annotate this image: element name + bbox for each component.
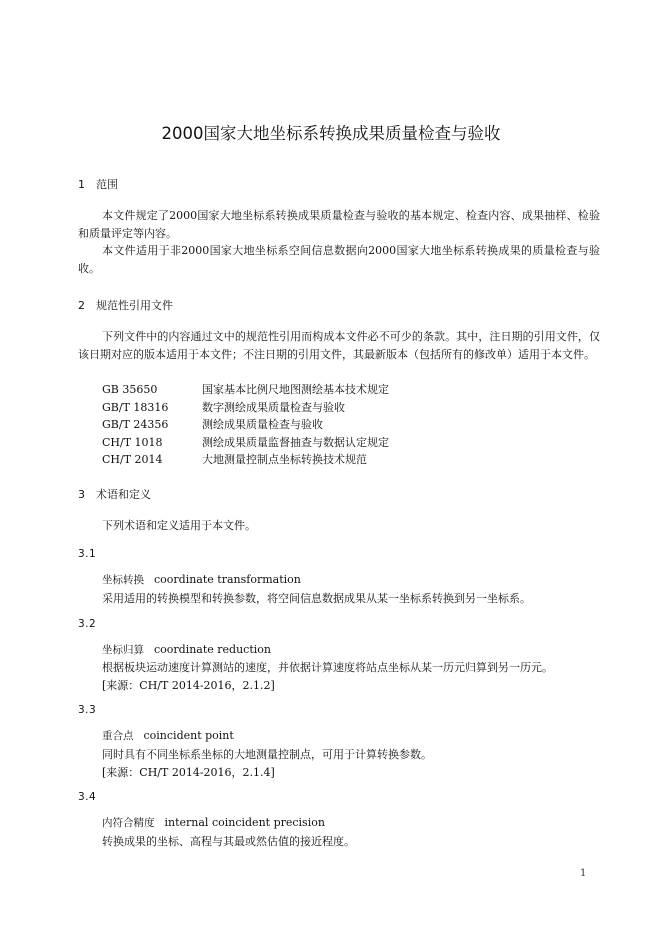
reference-code: GB/T 24356 <box>102 418 169 431</box>
reference-code: CH/T 1018 <box>102 436 163 449</box>
term-source: [来源：CH/T 2014-2016，2.1.2] <box>102 679 275 692</box>
reference-item <box>102 451 367 467</box>
term-heading <box>102 815 325 830</box>
reference-title: 测绘成果质量监督抽查与数据认定规定 <box>202 436 389 449</box>
term-number: 3.2 <box>78 618 97 630</box>
page-number: 1 <box>580 868 587 879</box>
reference-title: 国家基本比例尺地图测绘基本技术规定 <box>202 383 389 396</box>
section-number: 3 <box>78 488 85 501</box>
term-number: 3.1 <box>78 548 97 560</box>
term-en: internal coincident precision <box>164 816 325 829</box>
reference-item <box>102 381 389 397</box>
term-definition: 采用适用的转换模型和转换参数，将空间信息数据成果从某一坐标系转换到另一坐标系。 <box>102 592 531 605</box>
scope-paragraph: 本文件规定了2000国家大地坐标系转换成果质量检查与验收的基本规定、检查内容、成果抽样、检验和质量评定等内容。 <box>78 209 600 240</box>
section-title: 范围 <box>96 178 118 191</box>
term-heading <box>102 642 271 657</box>
term-en: coincident point <box>143 729 234 742</box>
term-source: [来源：CH/T 2014-2016，2.1.4] <box>102 766 275 779</box>
reference-item <box>102 416 323 432</box>
reference-item <box>102 434 389 450</box>
term-definition: 同时具有不同坐标系坐标的大地测量控制点，可用于计算转换参数。 <box>102 748 432 761</box>
section-number: 1 <box>78 178 85 191</box>
reference-title: 数字测绘成果质量检查与验收 <box>202 401 345 414</box>
section-2-heading <box>78 297 173 313</box>
term-en: coordinate reduction <box>154 643 271 656</box>
section-number: 2 <box>78 299 85 312</box>
section-3-heading <box>78 486 151 502</box>
term-number: 3.3 <box>78 704 97 716</box>
section-1-heading <box>78 176 118 192</box>
reference-title: 大地测量控制点坐标转换技术规范 <box>202 453 367 466</box>
term-zh: 坐标归算 <box>102 644 144 656</box>
term-en: coordinate transformation <box>154 573 301 586</box>
reference-code: CH/T 2014 <box>102 453 163 466</box>
term-definition: 转换成果的坐标、高程与其最或然估值的接近程度。 <box>102 835 355 848</box>
term-definition: 根据板块运动速度计算测站的速度，并依据计算速度将站点坐标从某一历元归算到另一历元。 <box>102 661 553 674</box>
section-title: 规范性引用文件 <box>96 299 173 312</box>
term-heading <box>102 572 301 587</box>
reference-code: GB 35650 <box>102 383 158 396</box>
scope-paragraph: 本文件适用于非2000国家大地坐标系空间信息数据向2000国家大地坐标系转换成果的质量检查与验收。 <box>78 244 600 275</box>
term-zh: 坐标转换 <box>102 574 144 586</box>
term-heading <box>102 728 234 743</box>
references-intro: 下列文件中的内容通过文中的规范性引用而构成本文件必不可少的条款。其中，注日期的引用文件，仅该日期对应的版本适用于本文件；不注日期的引用文件，其最新版本（包括所有的修改单）适用于本文件。 <box>78 330 600 361</box>
reference-item <box>102 399 345 415</box>
term-zh: 重合点 <box>102 730 134 742</box>
reference-code: GB/T 18316 <box>102 401 169 414</box>
section-title: 术语和定义 <box>96 488 151 501</box>
document-title: 2000国家大地坐标系转换成果质量检查与验收 <box>161 124 501 143</box>
terms-intro: 下列术语和定义适用于本文件。 <box>102 519 256 532</box>
term-zh: 内符合精度 <box>102 817 155 829</box>
term-number: 3.4 <box>78 791 97 803</box>
reference-title: 测绘成果质量检查与验收 <box>202 418 323 431</box>
